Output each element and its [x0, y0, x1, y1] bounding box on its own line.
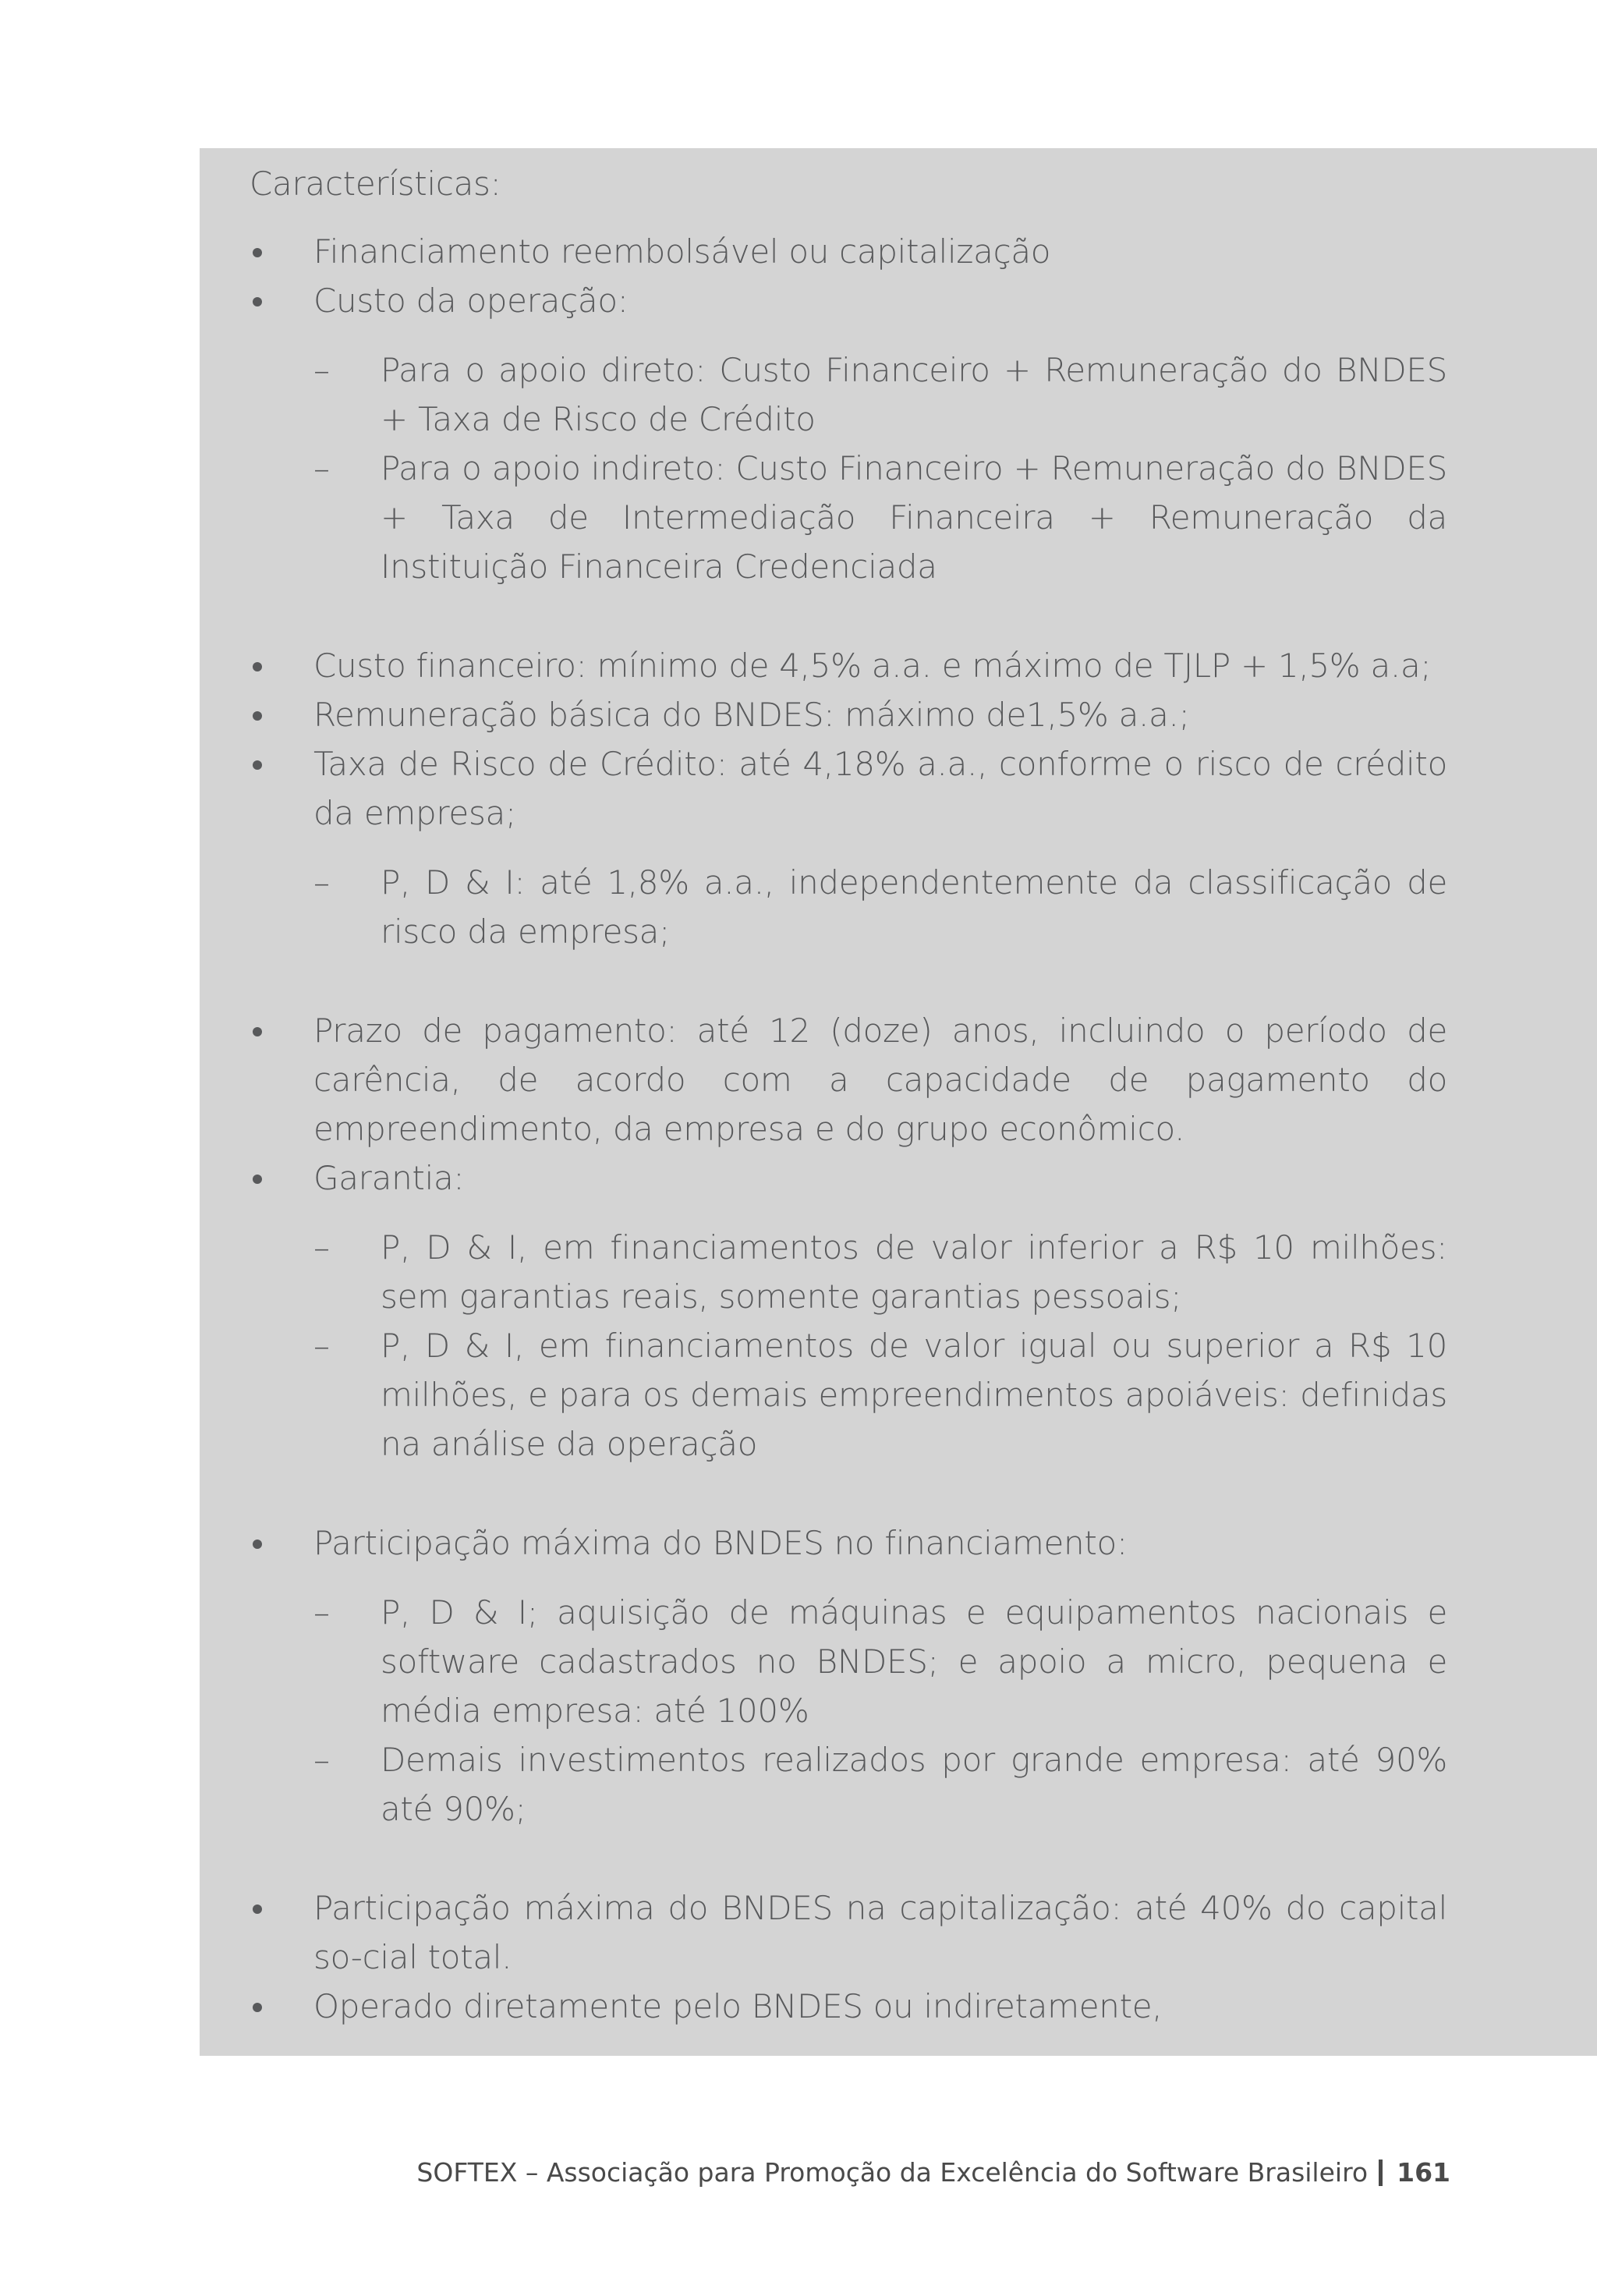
list-item	[250, 641, 1447, 690]
list-item-text: Custo financeiro: mínimo de 4,5% a.a. e máximo de TJLP + 1,5% a.a;	[313, 647, 1432, 685]
sub-list	[313, 345, 1447, 591]
sub-list-item-text: P, D & I, em financiamentos de valor inferior a R$ 10 milhões: sem garantias reais, somente garantias pessoais;	[381, 1228, 1447, 1316]
sub-list	[313, 858, 1447, 956]
dash-marker: –	[313, 1593, 330, 1632]
sub-list-item-text: Demais investimentos realizados por grande empresa: até 90% até 90%;	[381, 1741, 1447, 1828]
sub-list-item	[313, 1321, 1447, 1469]
sub-list-item	[313, 1735, 1447, 1834]
sub-list-item-text: P, D & I, em financiamentos de valor igual ou superior a R$ 10 milhões, e para os demais empreendimentos apoiáveis: definidas na análise da operação	[381, 1327, 1447, 1463]
list-item-text: Participação máxima do BNDES na capitalização: até 40% do capital so-cial total.	[313, 1889, 1447, 1976]
list-item-text: Remuneração básica do BNDES: máximo de1,5% a.a.;	[313, 696, 1190, 734]
list-item-text: Taxa de Risco de Crédito: até 4,18% a.a., conforme o risco de crédito da empresa;	[313, 745, 1447, 832]
sub-list-item	[313, 858, 1447, 956]
sub-list	[313, 1223, 1447, 1469]
list-item-text: Custo da operação:	[313, 282, 629, 320]
dash-marker: –	[313, 449, 330, 487]
list-item	[250, 1153, 1447, 1469]
dash-marker: –	[313, 351, 330, 389]
list-item	[250, 276, 1447, 591]
sub-list-item-text: P, D & I: até 1,8% a.a., independentemente da classificação de risco da empresa;	[381, 863, 1447, 951]
sub-list-item-text: P, D & I; aquisição de máquinas e equipamentos nacionais e software cadastrados no BNDES; e apoio a micro, pequena e média empresa: até 100%	[381, 1593, 1447, 1730]
sub-list-item	[313, 444, 1447, 591]
footer-separator	[1379, 2160, 1383, 2186]
sub-list-item	[313, 1588, 1447, 1735]
dash-marker: –	[313, 863, 330, 902]
list-item	[250, 690, 1447, 739]
list-item	[250, 1006, 1447, 1153]
list-item	[250, 1982, 1447, 2031]
list-item-text: Garantia:	[313, 1159, 465, 1197]
sub-list-item	[313, 345, 1447, 444]
dash-marker: –	[313, 1327, 330, 1365]
characteristics-list	[250, 227, 1447, 2031]
list-item	[250, 1518, 1447, 1834]
page-footer	[416, 2152, 1450, 2193]
list-item-text: Prazo de pagamento: até 12 (doze) anos, incluindo o período de carência, de acordo com a capacidade de pagamento do empreendimento, da empresa e do grupo econômico.	[313, 1012, 1447, 1148]
dash-marker: –	[313, 1228, 330, 1267]
list-item	[250, 227, 1447, 276]
page-number: 161	[1397, 2157, 1450, 2188]
characteristics-content	[250, 159, 1447, 2031]
sub-list-item-text: Para o apoio direto: Custo Financeiro + Remuneração do BNDES + Taxa de Risco de Crédito	[381, 351, 1447, 438]
list-item-text: Operado diretamente pelo BNDES ou indiretamente,	[313, 1987, 1163, 2025]
list-item-text: Financiamento reembolsável ou capitalização	[313, 232, 1051, 271]
section-heading: Características:	[250, 165, 501, 203]
list-item	[250, 739, 1447, 956]
dash-marker: –	[313, 1741, 330, 1779]
footer-text: SOFTEX – Associação para Promoção da Excelência do Software Brasileiro	[416, 2157, 1369, 2188]
sub-list	[313, 1588, 1447, 1834]
sub-list-item	[313, 1223, 1447, 1321]
list-item-text: Participação máxima do BNDES no financiamento:	[313, 1524, 1128, 1562]
list-item	[250, 1883, 1447, 1982]
sub-list-item-text: Para o apoio indireto: Custo Financeiro + Remuneração do BNDES + Taxa de Intermediação Financeira + Remuneração da Instituição Financeira Credenciada	[381, 449, 1447, 586]
